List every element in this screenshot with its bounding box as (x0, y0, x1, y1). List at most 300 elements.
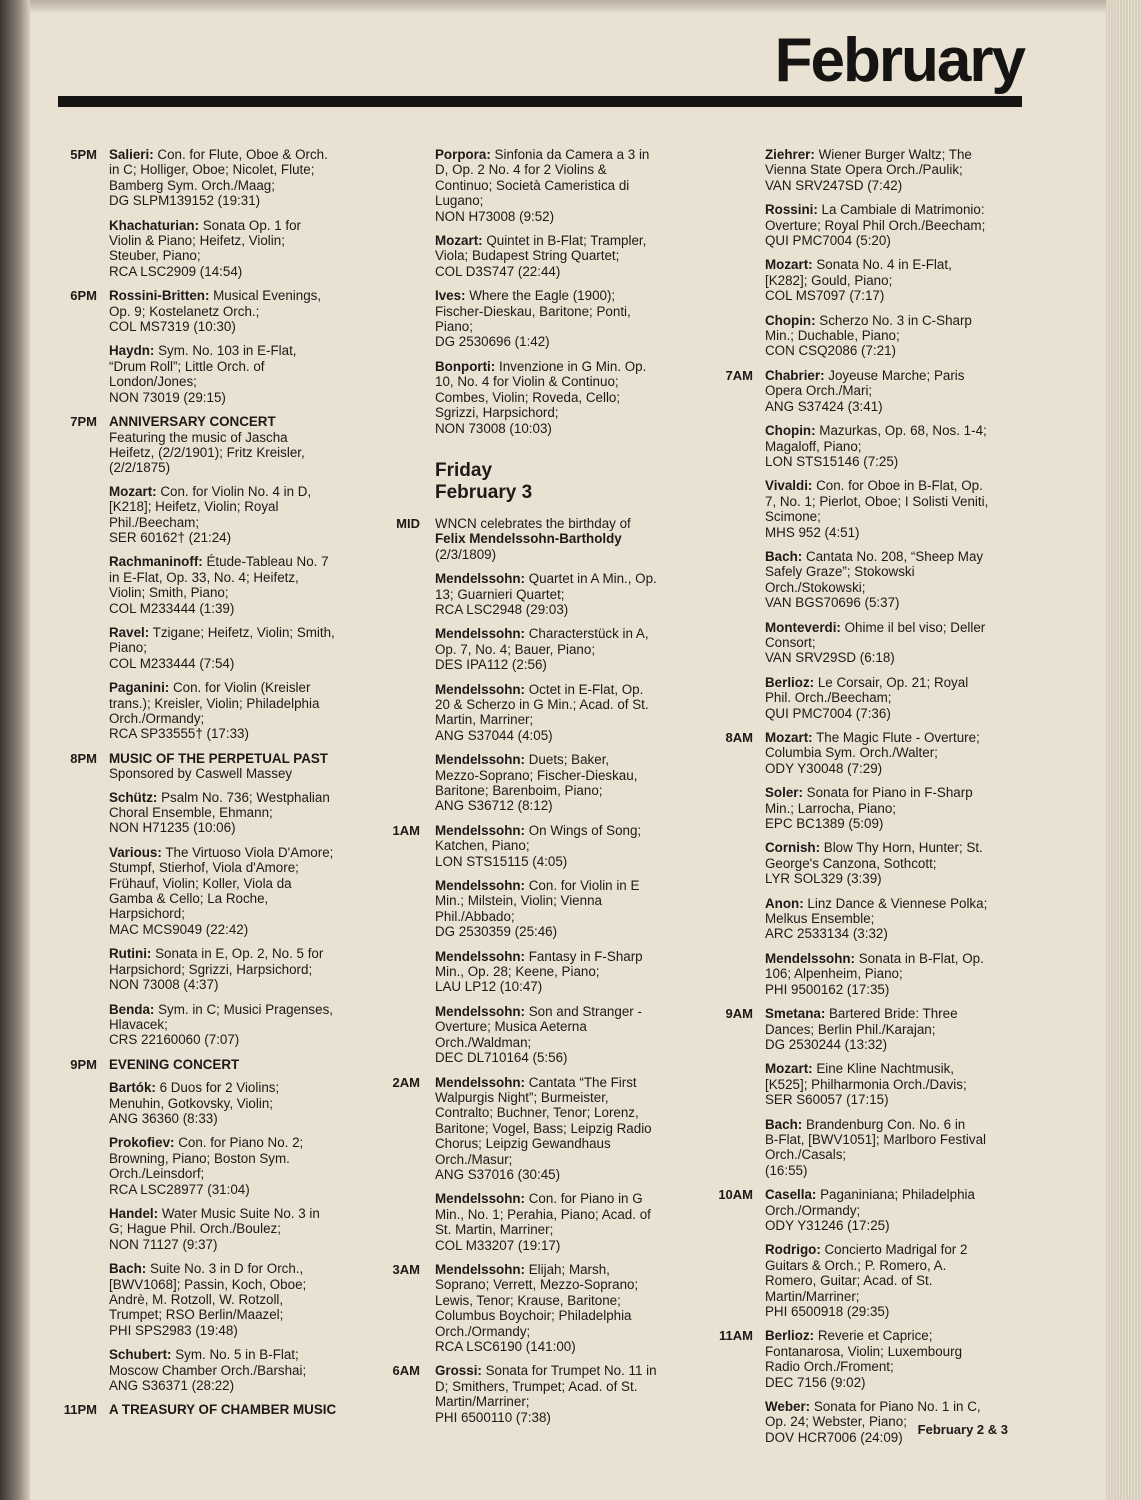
entry-line: Piano; (109, 640, 147, 656)
entry-line: Orch./Leinsdorf; (109, 1166, 205, 1182)
composer-name: Prokofiev: (109, 1135, 175, 1151)
work-text: Con. for Flute, Oboe & Orch. (153, 147, 328, 162)
entry-line: Guitars & Orch.; P. Romero, A. (765, 1257, 947, 1273)
entry-line: NON 73019 (29:15) (109, 389, 226, 405)
work-text: Con. for Oboe in B-Flat, Op. (812, 478, 983, 494)
work-text: Cantata No. 208, “Sheep May (802, 548, 984, 564)
entry-line (765, 549, 1028, 564)
entry-line (765, 675, 1028, 690)
work-text: Bartered Bride: Three (825, 1006, 958, 1022)
entry-line (109, 484, 367, 499)
entry-line: ANG S37044 (4:05) (435, 727, 553, 743)
entry-line: DEC 7156 (9:02) (765, 1374, 866, 1390)
time-label: 5PM (70, 147, 97, 162)
composer-name: Mendelssohn: (435, 752, 526, 768)
composer-name: Weber: (765, 1399, 811, 1415)
work-text: On Wings of Song; (525, 822, 642, 838)
entry-line: Katchen, Piano; (435, 838, 530, 854)
program-heading: A TREASURY OF CHAMBER MUSIC (109, 1402, 337, 1418)
entry-line: CRS 22160060 (7:07) (109, 1032, 240, 1048)
entry-line: 10, No. 4 for Violin & Continuo; (435, 374, 619, 390)
entry-line: DG SLPM139152 (19:31) (109, 193, 261, 209)
program-entry (109, 625, 367, 671)
entry-line (109, 790, 367, 805)
entry-line: D, Op. 2 No. 4 for 2 Violins & (435, 162, 607, 178)
entry-line: Orch./Waldman; (435, 1034, 532, 1050)
spacer (109, 1418, 367, 1426)
entry-line: NON H71235 (10:06) (109, 820, 236, 836)
program-entry (765, 1061, 1028, 1107)
entry-line (765, 202, 1028, 217)
entry-line: London/Jones; (109, 374, 197, 390)
program-entry (109, 218, 367, 280)
entry-line: COL D3S747 (22:44) (435, 263, 561, 279)
entry-line (435, 571, 690, 586)
entry-line (765, 423, 1028, 438)
work-text: Elijah; Marsh, (525, 1261, 610, 1277)
composer-name: Casella: (765, 1187, 817, 1203)
program-entry (109, 790, 367, 836)
entry-line: Violin; Smith, Piano; (109, 585, 229, 601)
entry-line (765, 1006, 1028, 1021)
program-entry (109, 484, 367, 546)
entry-line: Walpurgis Night”; Burmeister, (435, 1089, 609, 1105)
time-slot (380, 1075, 690, 1253)
page-edge (1106, 0, 1142, 1500)
entry-line: Steuber, Piano; (109, 248, 201, 264)
entry-line: DOV HCR7006 (24:09) (765, 1429, 903, 1445)
entry-line (435, 288, 690, 303)
entry-line (435, 1075, 690, 1090)
entry-line: Harpsichord; (109, 906, 185, 922)
entry-line: “Drum Roll”; Little Orch. of (109, 358, 265, 374)
entry-line: Op. 24; Webster, Piano; (765, 1414, 907, 1430)
composer-name: Vivaldi: (765, 478, 813, 494)
entry-line: PHI 6500110 (7:38) (435, 1409, 551, 1425)
time-slot (380, 147, 690, 436)
program-entry (765, 478, 1028, 540)
entry-line: Baritone; Vogel, Bass; Leipzig Radio (435, 1120, 652, 1136)
page-title: February (774, 26, 1024, 95)
composer-name: Benda: (109, 1001, 155, 1017)
program-entry (435, 288, 690, 350)
time-slot (703, 147, 1028, 359)
entry-line: Piano; (435, 319, 473, 335)
program-entry (109, 1135, 367, 1197)
entry-line: Orch./Ormandy; (765, 1202, 861, 1218)
composer-name: Haydn: (109, 343, 155, 359)
entry-line: Min.; Milstein, Violin; Vienna (435, 893, 602, 909)
time-label: 9PM (70, 1056, 97, 1072)
work-text: Water Music Suite No. 3 in (158, 1205, 320, 1221)
entry-line: 106; Alpenheim, Piano; (765, 966, 903, 982)
entry-line (435, 1262, 690, 1277)
entry-line (765, 730, 1028, 745)
composer-name: Smetana: (765, 1006, 826, 1022)
entry-line: 7, No. 1; Pierlot, Oboe; I Solisti Veniti, (765, 493, 989, 509)
work-text: Linz Dance & Viennese Polka; (803, 895, 988, 911)
entry-line: Melkus Ensemble; (765, 911, 875, 927)
work-text: Duets; Baker, (525, 752, 610, 768)
composer-name: Anon: (765, 895, 804, 911)
composer-name: Mendelssohn: (435, 948, 526, 964)
composer-name: Bonporti: (435, 358, 496, 374)
composer-name: Mozart: (765, 730, 813, 745)
entry-line: in C; Holliger, Oboe; Nicolet, Flute; (109, 162, 315, 178)
entry-line: Opera Orch./Mari; (765, 383, 873, 399)
program-entry (435, 1075, 690, 1183)
work-text: Sinfonia da Camera a 3 in (490, 147, 650, 162)
entry-line: Contralto; Buchner, Tenor; Lorenz, (435, 1105, 639, 1121)
entry-line: 20 & Scherzo in G Min.; Acad. of St. (435, 696, 649, 712)
work-text: The Magic Flute - Overture; (812, 730, 980, 745)
entry-line (435, 1363, 690, 1378)
time-slot (703, 1187, 1028, 1319)
entry-line: Safely Graze”; Stokowski (765, 564, 915, 580)
day-name: Friday (435, 459, 493, 481)
entry-line: [K218]; Heifetz, Violin; Royal (109, 499, 279, 515)
program-entry (435, 233, 690, 279)
entry-line: ANG 36360 (8:33) (109, 1110, 218, 1126)
entry-line: Scimone; (765, 509, 821, 525)
composer-name: Rodrigo: (765, 1242, 821, 1258)
entry-line (435, 626, 690, 641)
entry-line: Menuhin, Gotkovsky, Violin; (109, 1095, 273, 1111)
entry-line: PHI SPS2983 (19:48) (109, 1322, 238, 1338)
intro-date: (2/3/1809) (435, 546, 497, 562)
entry-line: MAC MCS9049 (22:42) (109, 921, 249, 937)
column-1 (42, 147, 367, 1426)
entry-line: COL MS7097 (7:17) (765, 288, 885, 304)
program-entry (765, 1006, 1028, 1052)
program-subtitle: Heifetz, (2/2/1901); Fritz Kreisler, (109, 444, 305, 460)
entry-line: Harpsichord; Sgrizzi, Harpsichord; (109, 961, 313, 977)
entry-line (435, 823, 690, 838)
time-slot (42, 288, 367, 405)
composer-name: Berlioz: (765, 1328, 815, 1344)
work-text: Reverie et Caprice; (814, 1328, 933, 1344)
entry-line: Sgrizzi, Harpsichord; (435, 405, 559, 421)
program-subtitle: (2/2/1875) (109, 460, 171, 476)
program-entry (765, 257, 1028, 303)
composer-name: Chabrier: (765, 367, 825, 383)
program-entry (435, 147, 690, 224)
entry-line: PHI 6500918 (29:35) (765, 1304, 890, 1319)
column-3 (703, 147, 1028, 1454)
program-entry (109, 1347, 367, 1393)
work-text: Sonata in E, Op. 2, No. 5 for (151, 946, 324, 962)
work-text: Concierto Madrigal for 2 (820, 1242, 968, 1258)
work-text: Characterstück in A, (525, 626, 649, 642)
work-text: The Virtuoso Viola D'Amore; (161, 844, 334, 860)
composer-name: Mendelssohn: (435, 878, 526, 894)
time-label: 1AM (392, 822, 420, 838)
entry-line: ODY Y30048 (7:29) (765, 760, 883, 776)
entry-line: Orch./Ormandy; (109, 711, 205, 726)
entry-line: VAN SRV247SD (7:42) (765, 177, 903, 193)
work-text: Cantata “The First (525, 1074, 637, 1090)
work-text: Suite No. 3 in D for Orch., (146, 1261, 304, 1277)
entry-line: Viola; Budapest String Quartet; (435, 248, 620, 264)
entry-line: VAN SRV29SD (6:18) (765, 650, 895, 666)
entry-line: NON 73008 (10:03) (435, 420, 552, 436)
intro-honoree: Felix Mendelssohn-Bartholdy (435, 531, 622, 547)
entry-line: Combes, Violin; Roveda, Cello; (435, 389, 621, 405)
entry-line: Soprano; Verrett, Mezzo-Soprano; (435, 1277, 639, 1293)
entry-line: Dances; Berlin Phil./Karajan; (765, 1021, 936, 1037)
entry-line: Phil./Abbado; (435, 908, 515, 924)
entry-line (435, 233, 690, 248)
time-slot (703, 368, 1028, 721)
composer-name: Handel: (109, 1205, 159, 1221)
program-entry (109, 343, 367, 405)
program-entry (435, 682, 690, 744)
entry-line (109, 147, 367, 162)
entry-line: Mezzo-Soprano; Fischer-Dieskau, (435, 767, 638, 783)
entry-line: 13; Guarnieri Quartet; (435, 586, 565, 602)
program-entry (765, 675, 1028, 721)
work-text: Musical Evenings, (209, 288, 322, 304)
composer-name: Ravel: (109, 624, 150, 640)
composer-name: Mendelssohn: (435, 1261, 526, 1277)
entry-line (435, 147, 690, 162)
entry-line: QUI PMC7004 (5:20) (765, 233, 891, 249)
composer-name: Ziehrer: (765, 147, 815, 162)
work-text: 6 Duos for 2 Violins; (155, 1080, 280, 1096)
entry-line: Overture; Royal Phil Orch./Beecham; (765, 217, 986, 233)
entry-line (765, 1117, 1028, 1132)
work-text: Paganiniana; Philadelphia (816, 1187, 975, 1203)
entry-line (765, 1242, 1028, 1257)
entry-line: in E-Flat, Op. 33, No. 4; Heifetz, (109, 569, 299, 585)
entry-line: Andrè, M. Rotzoll, W. Rotzoll, (109, 1292, 284, 1307)
entry-line: Browning, Piano; Boston Sym. (109, 1150, 290, 1166)
composer-name: Porpora: (435, 147, 491, 162)
time-label: 10AM (718, 1187, 753, 1203)
day-heading (435, 460, 690, 504)
entry-line: Min., Op. 28; Keene, Piano; (435, 964, 600, 980)
day-date: February 3 (435, 481, 533, 503)
program-entry (435, 949, 690, 995)
composer-name: Mendelssohn: (435, 681, 526, 697)
entry-line (765, 620, 1028, 635)
entry-line: DES IPA112 (2:56) (435, 657, 547, 673)
entry-line: LON STS15146 (7:25) (765, 453, 899, 469)
work-text: Joyeuse Marche; Paris (824, 367, 965, 383)
entry-line: LAU LP12 (10:47) (435, 979, 543, 995)
entry-line: Stumpf, Stierhof, Viola d'Amore; (109, 860, 299, 876)
program-entry (765, 202, 1028, 248)
time-label: MID (396, 515, 420, 531)
work-text: Sonata for Piano in F-Sharp (802, 785, 973, 801)
composer-name: Mendelssohn: (765, 950, 856, 966)
work-text: Brandenburg Con. No. 6 in (802, 1116, 966, 1132)
entry-line: Hlavacek; (109, 1016, 168, 1032)
entry-line: Choral Ensemble, Ehmann; (109, 805, 273, 821)
program-entry (765, 423, 1028, 469)
program-entry (765, 1242, 1028, 1319)
work-text: Quartet in A Min., Op. (525, 571, 657, 587)
entry-line: Frühauf, Violin; Koller, Viola da (109, 875, 292, 891)
composer-name: Mozart: (765, 1061, 813, 1077)
entry-line: D; Smithers, Trumpet; Acad. of St. (435, 1378, 638, 1394)
work-text: Ohime il bel viso; Deller (840, 619, 986, 635)
entry-line (109, 1206, 367, 1221)
work-text: Mazurkas, Op. 68, Nos. 1-4; (815, 423, 987, 439)
work-text: Sym. No. 103 in E-Flat, (154, 343, 297, 359)
entry-line: RCA LSC2948 (29:03) (435, 601, 569, 617)
program-entry (435, 1191, 690, 1253)
composer-name: Khachaturian: (109, 217, 200, 233)
entry-line: Martin/Marriner; (435, 1394, 530, 1410)
program-entry (765, 1187, 1028, 1233)
work-text: Sym. in C; Musici Pragenses, (154, 1001, 333, 1017)
spacer (109, 476, 367, 484)
entry-line: Min.; Larrocha, Piano; (765, 800, 896, 816)
time-label: 9AM (725, 1006, 753, 1022)
composer-name: Mozart: (435, 233, 483, 249)
entry-line: CON CSQ2086 (7:21) (765, 343, 896, 359)
entry-line (109, 946, 367, 961)
composer-name: Mendelssohn: (435, 1074, 526, 1090)
entry-line: [K525]; Philharmonia Orch./Davis; (765, 1076, 967, 1092)
entry-line (109, 1080, 367, 1095)
work-text: Con. for Violin in E (525, 878, 640, 894)
program-entry (109, 1080, 367, 1126)
entry-line: ANG S37424 (3:41) (765, 398, 883, 414)
program-entry (435, 571, 690, 617)
program-entry (435, 752, 690, 814)
entry-line (109, 625, 367, 640)
entry-line: Overture; Musica Aeterna (435, 1019, 587, 1035)
time-slot (703, 1006, 1028, 1178)
entry-line: Orch./Casals; (765, 1147, 847, 1163)
composer-name: Mendelssohn: (435, 822, 526, 838)
intro-text: WNCN celebrates the birthday of (435, 515, 631, 531)
work-text: Son and Stranger - (525, 1003, 642, 1019)
header-rule (58, 96, 1022, 107)
page-footer: February 2 & 3 (917, 1422, 1008, 1437)
entry-line: Op. 7, No. 4; Bauer, Piano; (435, 641, 596, 657)
work-text: Sonata for Trumpet No. 11 in (481, 1363, 657, 1379)
entry-line: B-Flat, [BWV1051]; Marlboro Festival (765, 1131, 987, 1147)
composer-name: Mendelssohn: (435, 1191, 526, 1207)
entry-line (109, 343, 367, 358)
entry-line: LON STS15115 (4:05) (435, 853, 568, 869)
composer-name: Mendelssohn: (435, 626, 526, 642)
entry-line (109, 288, 367, 303)
entry-line: ANG S36371 (28:22) (109, 1378, 235, 1394)
work-text: Blow Thy Horn, Hunter; St. (820, 840, 983, 856)
time-label: 6AM (392, 1363, 420, 1379)
time-slot (380, 823, 690, 1066)
program-entry (765, 313, 1028, 359)
time-slot (380, 1363, 690, 1425)
birthday-intro (435, 516, 690, 562)
work-text: Tzigane; Heifetz, Violin; Smith, (149, 624, 335, 640)
entry-line: EPC BC1389 (5:09) (765, 816, 884, 832)
work-text: Sonata in B-Flat, Op. (855, 950, 984, 966)
time-label: 11PM (63, 1402, 97, 1418)
time-label: 3AM (392, 1261, 420, 1277)
entry-line: Phil./Beecham; (109, 514, 200, 530)
entry-line: [K282]; Gould, Piano; (765, 272, 893, 288)
entry-line: RCA LSC28977 (31:04) (109, 1181, 250, 1197)
entry-line: Gamba & Cello; La Roche, (109, 891, 269, 907)
program-entry (765, 730, 1028, 776)
program-entry (435, 1004, 690, 1066)
entry-line (765, 785, 1028, 800)
program-heading: MUSIC OF THE PERPETUAL PAST (109, 750, 328, 766)
column-2-top (380, 147, 690, 436)
entry-line (765, 1061, 1028, 1076)
program-entry (109, 1206, 367, 1252)
entry-line: COL M233444 (1:39) (109, 600, 235, 616)
time-slot (42, 1402, 367, 1425)
entry-line: ODY Y31246 (17:25) (765, 1217, 890, 1233)
spacer (109, 1072, 367, 1080)
program-entry (109, 680, 367, 742)
entry-line: Radio Orch./Froment; (765, 1359, 894, 1375)
time-slot (42, 414, 367, 742)
composer-name: Chopin: (765, 312, 816, 328)
program-entry (435, 878, 690, 940)
page-gutter-shadow (0, 0, 30, 1500)
program-entry (765, 896, 1028, 942)
entry-line: ARC 2533134 (3:32) (765, 926, 888, 942)
entry-line: Continuo; Società Cameristica di (435, 177, 630, 193)
program-entry (765, 549, 1028, 611)
entry-line: SER S60057 (17:15) (765, 1092, 889, 1108)
entry-line: Martin/Marriner; (765, 1288, 860, 1304)
time-slot (703, 730, 1028, 997)
entry-line: Orch./Stokowski; (765, 579, 866, 595)
work-text: Wiener Burger Waltz; The (814, 147, 972, 162)
entry-line (765, 1399, 1028, 1414)
work-text: Invenzione in G Min. Op. (495, 358, 647, 374)
entry-line: DG 2530359 (25:46) (435, 924, 558, 940)
work-text: Quintet in B-Flat; Trampler, (482, 233, 647, 249)
work-text: Eine Kline Nachtmusik, (812, 1061, 955, 1077)
entry-line: Moscow Chamber Orch./Barshai; (109, 1362, 307, 1378)
program-subtitle: Featuring the music of Jascha (109, 429, 288, 445)
column-2 (380, 147, 690, 1434)
entry-line: Lugano; (435, 193, 484, 209)
entry-line: RCA LSC6190 (141:00) (435, 1339, 576, 1354)
work-text: Octet in E-Flat, Op. (525, 681, 644, 697)
program-entry (765, 951, 1028, 997)
entry-line: COL M33207 (19:17) (435, 1237, 561, 1253)
entry-line: NON H73008 (9:52) (435, 208, 555, 224)
entry-line (765, 257, 1028, 272)
entry-line: Columbus Boychoir; Philadelphia (435, 1308, 632, 1324)
time-label: 2AM (392, 1074, 420, 1090)
time-label: 8AM (725, 730, 753, 745)
work-text: Sym. No. 5 in B-Flat; (171, 1347, 299, 1363)
entry-line: (16:55) (765, 1162, 808, 1178)
composer-name: Cornish: (765, 840, 821, 856)
entry-line (109, 218, 367, 233)
composer-name: Rachmaninoff: (109, 554, 203, 570)
entry-line: COL M233444 (7:54) (109, 655, 235, 671)
entry-line (109, 554, 367, 569)
program-entry (765, 368, 1028, 414)
entry-line: Romero, Guitar; Acad. of St. (765, 1273, 933, 1289)
time-label: 8PM (70, 750, 97, 766)
composer-name: Mendelssohn: (435, 1003, 526, 1019)
program-entry (109, 554, 367, 616)
composer-name: Rossini-Britten: (109, 288, 210, 304)
